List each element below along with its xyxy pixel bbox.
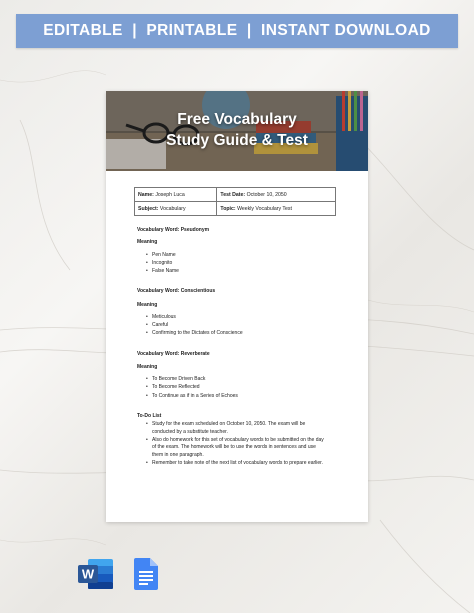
todo-section	[137, 413, 342, 468]
meaning-label: Meaning	[137, 301, 158, 308]
todo-list	[137, 421, 342, 468]
format-icons	[78, 558, 158, 592]
list-item: • Remember to take note of the next list of vocabulary words to prepare earlier.	[137, 460, 324, 468]
list-item: • Study for the exam scheduled on October 10, 2050. The exam will be conducted by a substitute teacher.	[137, 421, 324, 437]
list-item: • Pen Name	[137, 252, 342, 258]
meaning-label: Meaning	[137, 363, 158, 370]
microsoft-word-icon[interactable]	[78, 558, 114, 590]
list-item: • Careful	[137, 322, 342, 328]
vocab-word-heading: Vocabulary Word: Conscientious	[137, 288, 216, 295]
vocab-section-reverberate	[137, 351, 342, 399]
test-date-cell: Test Date: October 10, 2050	[217, 188, 336, 202]
todo-heading: To-Do List	[137, 412, 162, 419]
topic-cell: Topic: Weekly Vocabulary Test	[217, 202, 336, 216]
list-item: • Meticulous	[137, 314, 342, 320]
document-title-line1: Free Vocabulary	[177, 111, 297, 128]
meaning-label: Meaning	[137, 239, 158, 246]
meaning-list	[137, 314, 342, 337]
name-cell: Name: Joseph Luca	[135, 188, 217, 202]
meaning-list	[137, 252, 342, 275]
list-item: • False Name	[137, 268, 342, 274]
document-body	[137, 227, 342, 468]
list-item: • To Continue as if in a Series of Echoes	[137, 393, 342, 399]
hero-photo	[106, 91, 368, 171]
table-row	[135, 202, 336, 216]
document-preview	[106, 91, 368, 522]
vocab-section-pseudonym	[137, 227, 342, 274]
google-docs-icon[interactable]	[134, 558, 158, 590]
list-item: • To Become Reflected	[137, 384, 342, 390]
vocab-word-heading: Vocabulary Word: Reverberate	[137, 350, 210, 357]
meaning-list	[137, 376, 342, 399]
word-letter: W	[81, 566, 95, 582]
vocab-section-conscientious	[137, 288, 342, 336]
table-row	[135, 188, 336, 202]
vocab-word-heading: Vocabulary Word: Pseudonym	[137, 227, 210, 233]
subject-cell: Subject: Vocabulary	[135, 202, 217, 216]
student-info-table	[134, 187, 336, 216]
banner-text: EDITABLE | PRINTABLE | INSTANT DOWNLOAD	[43, 22, 431, 39]
list-item: • Also do homework for this set of vocabulary words to be submitted on the day of the exam. The homework will be to use the words in sentences and use them in one paragraph.	[137, 437, 324, 460]
hero-image	[106, 91, 368, 171]
document-title-line2: Study Guide & Test	[166, 132, 308, 149]
list-item: • Confirming to the Dictates of Conscience	[137, 330, 342, 336]
list-item: • To Become Driven Back	[137, 376, 342, 382]
features-banner	[16, 14, 458, 48]
list-item: • Incognito	[137, 260, 342, 266]
